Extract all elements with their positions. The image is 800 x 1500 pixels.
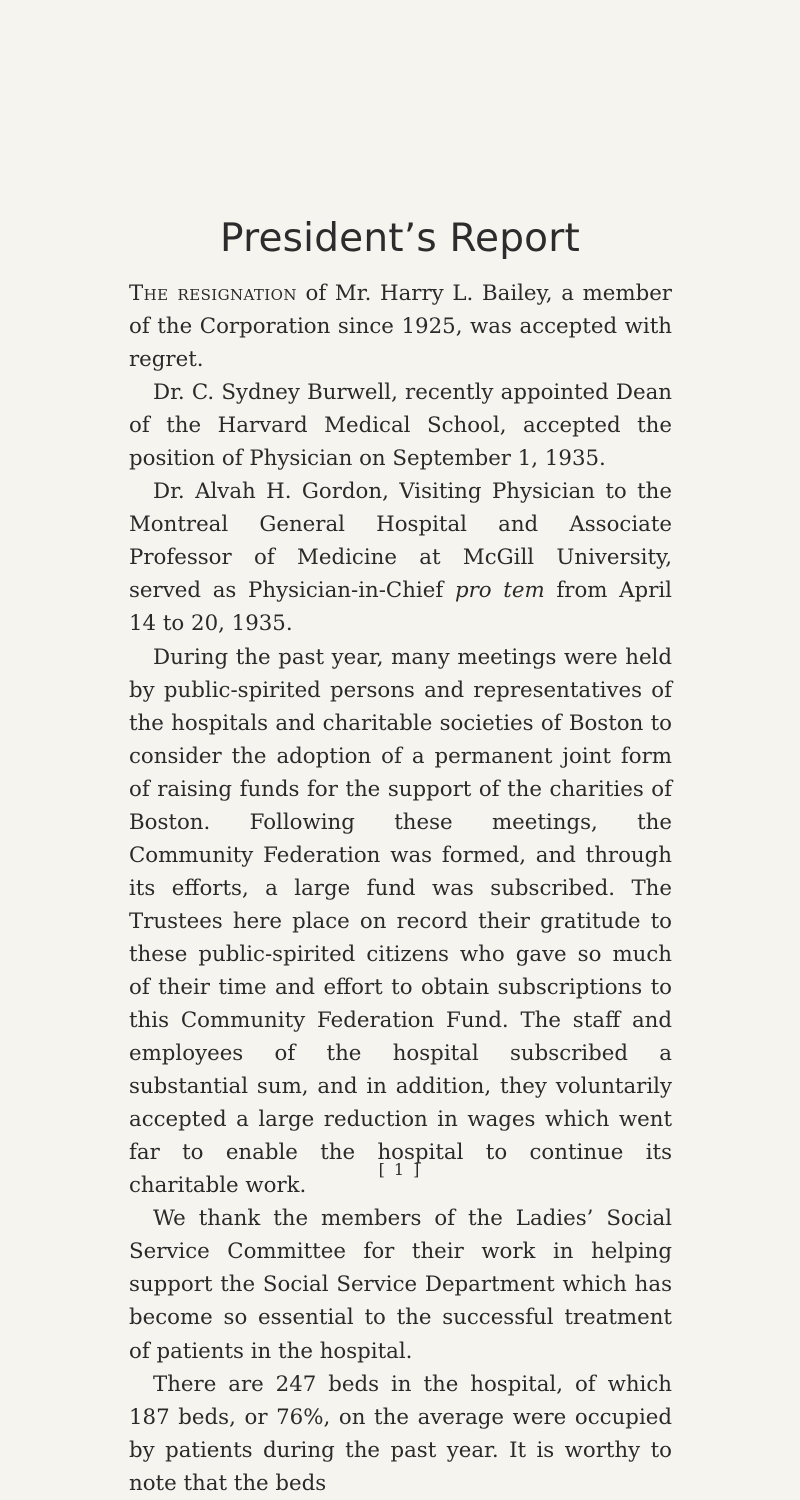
paragraph-burwell: Dr. C. Sydney Burwell, recently appointed Dean of the Harvard Medical School, accepted the position of Physician on September 1, 1935.	[129, 380, 672, 472]
page-title: President’s Report	[220, 216, 580, 261]
paragraph-text: from April 14 to 20, 1935.	[129, 578, 672, 637]
report-body	[129, 277, 672, 1500]
paragraph-social-service: We thank the members of the Ladies’ Social Service Committee for their work in helping support the Social Service Department which has become so essential to the successful treatment of patients in the hospital.	[129, 1206, 672, 1364]
paragraph-gordon	[129, 475, 672, 640]
paragraph-community-federation: During the past year, many meetings were held by public-spirited persons and representatives of the hospitals and charitable societies of Boston to consider the adoption of a permanent joint form of raising funds for the support of the charities of Boston. Following these meetings, the Community Federation was formed, and through its efforts, a large fund was subscribed. The Trustees here place on record their gratitude to these public-spirited citizens who gave so much of their time and effort to obtain subscriptions to this Community Federation Fund. The staff and employees of the hospital subscribed a substantial sum, and in addition, they voluntarily accepted a large reduction in wages which went far to enable the hospital to continue its charitable work.	[129, 644, 672, 1199]
paragraph-text: of Mr. Harry L. Bailey, a member of the Corporation since 1925, was accepted with regret.	[129, 281, 672, 373]
paragraph-beds: There are 247 beds in the hospital, of which 187 beds, or 76%, on the average were occupied by patients during the past year. It is worthy to note that the beds	[129, 1371, 672, 1496]
italic-phrase: pro tem	[454, 578, 545, 604]
paragraph-text: Dr. Alvah H. Gordon, Visiting Physician to the Montreal General Hospital and Associate Professor of Medicine at McGill University, served as Physician-in-Chief	[129, 479, 672, 604]
paragraph-lead-in: The resignation	[129, 281, 297, 306]
paragraph-resignation	[129, 277, 672, 376]
page-number: [ 1 ]	[378, 1160, 422, 1179]
